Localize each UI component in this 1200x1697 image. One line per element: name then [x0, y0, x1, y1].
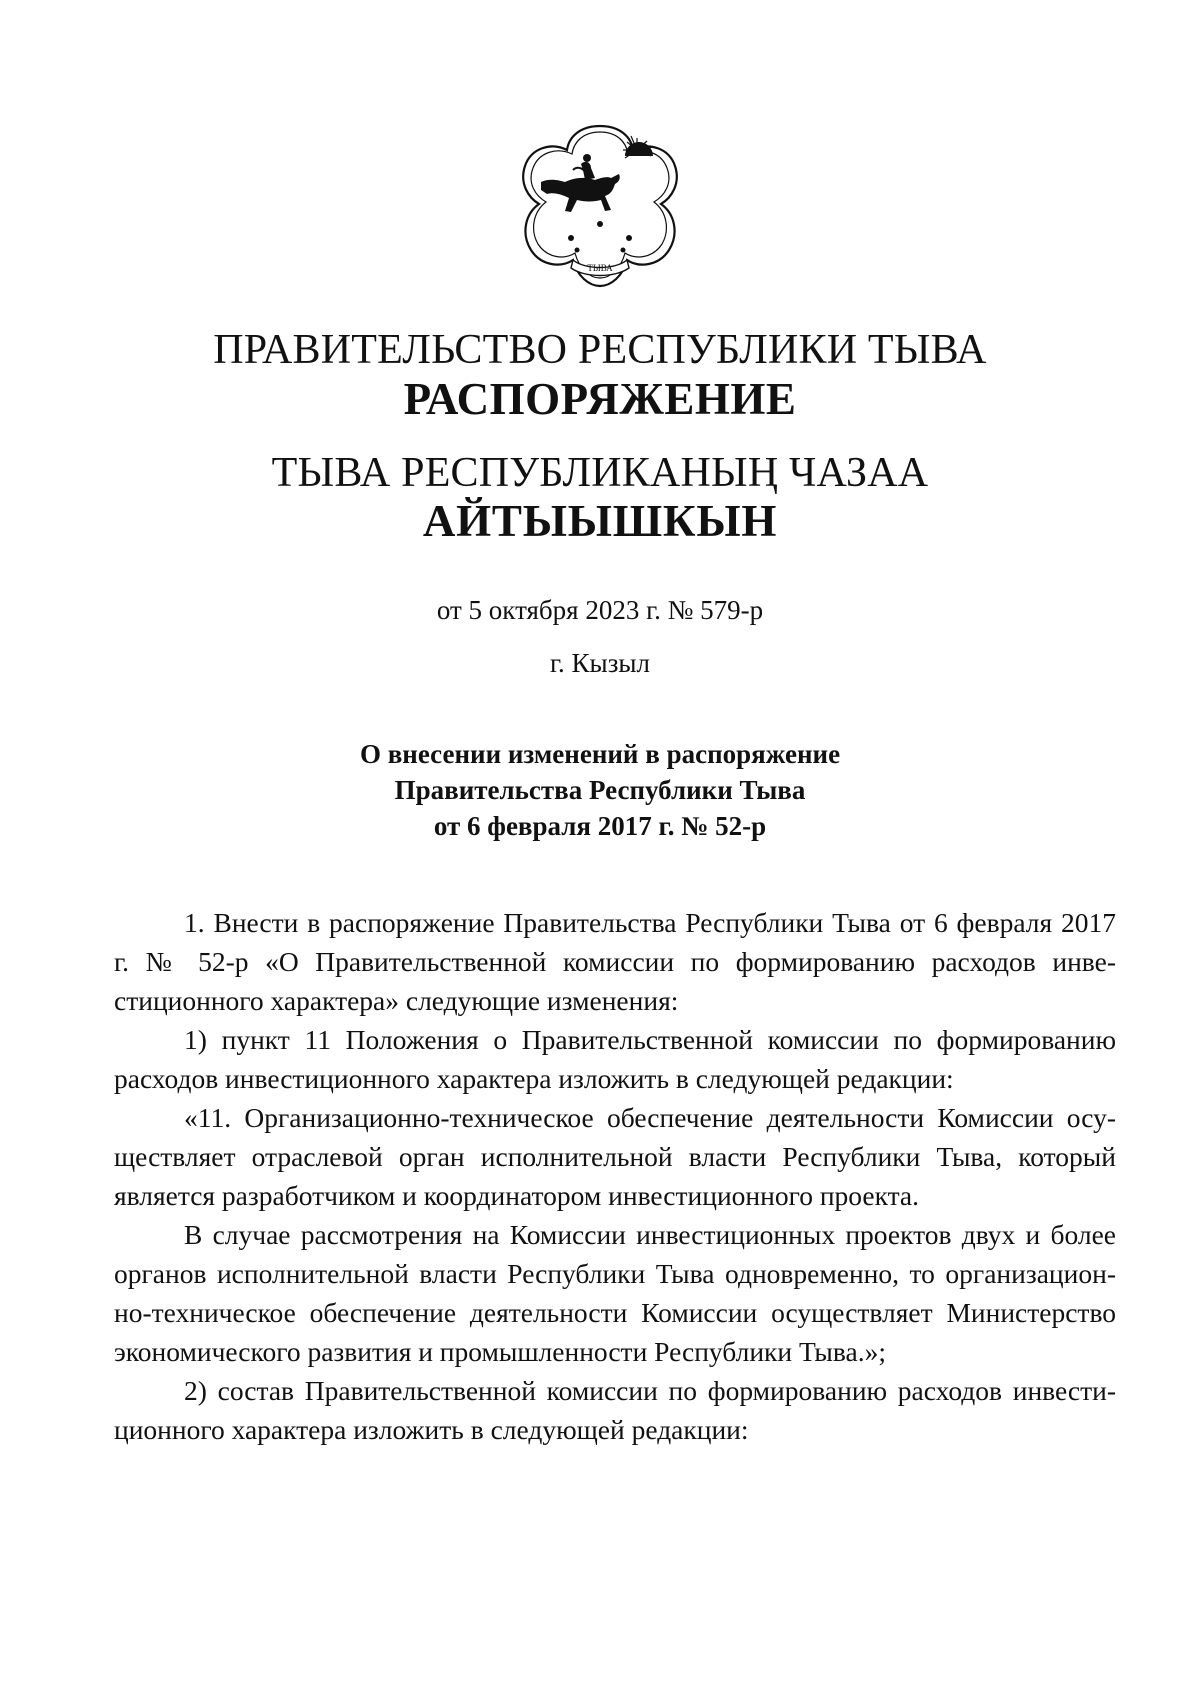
paragraph-5: 2) состав Правительственной комиссии по формированию расходов инвестиционного характера изложить в следующей редакции:: [114, 1375, 1116, 1445]
government-name-ty: ТЫВА РЕСПУБЛИКАНЫҢ ЧАЗАА: [271, 450, 929, 496]
emblem-tuva-icon: [515, 120, 686, 290]
paragraph-1: 1. Внести в распоряжение Правительства Республики Тыва от 6 февраля 2017 г. № 52-р «О Правительственной комиссии по формированию расходов инвестиционного характера» следующие изменения:: [114, 907, 1116, 1016]
document-body: [114, 903, 1116, 1449]
document-date-number: от 5 октября 2023 г. № 579-р: [436, 595, 764, 625]
document-type-ty: АЙТЫЫШКЫН: [422, 496, 778, 546]
subject-line-3: от 6 февраля 2017 г. № 52-р: [433, 811, 767, 841]
document-type-ru: РАСПОРЯЖЕНИЕ: [403, 374, 797, 424]
document-city: г. Кызыл: [550, 648, 650, 678]
paragraph-3: «11. Организационно-техническое обеспечение деятельности Комиссии осуществляет отраслевой орган исполнительной власти Республики Тыва, который является разработчиком и координатором инвестиционного проекта.: [114, 1102, 1116, 1211]
document-subject: [0, 736, 1200, 844]
paragraph-2: 1) пункт 11 Положения о Правительственной комиссии по формированию расходов инвестиционного характера изложить в следующей редакции:: [114, 1024, 1116, 1094]
paragraph-4: В случае рассмотрения на Комиссии инвестиционных проектов двух и более органов исполнительной власти Республики Тыва одновременно, то организационно-техническое обеспечение деятельности Комиссии осуществляет Министерство экономического развития и промышленности Республики Тыва.»;: [114, 1219, 1116, 1367]
government-name-ru: ПРАВИТЕЛЬСТВО РЕСПУБЛИКИ ТЫВА: [213, 327, 987, 373]
emblem-ribbon-text: ТЫВА: [587, 263, 613, 273]
subject-line-2: Правительства Республики Тыва: [394, 775, 806, 805]
subject-line-1: О внесении изменений в распоряжение: [359, 739, 841, 769]
